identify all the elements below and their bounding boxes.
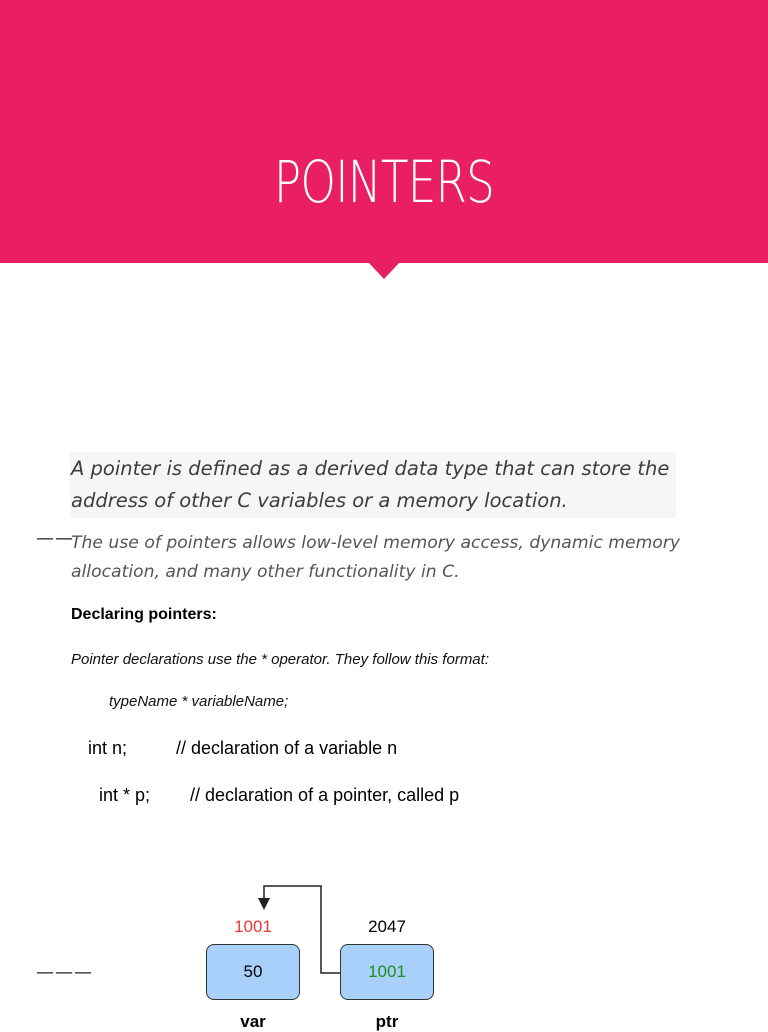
ptr-cell	[340, 944, 434, 1000]
var-label: var	[240, 1012, 266, 1031]
ptr-value: 1001	[368, 962, 406, 981]
code-line-2: int * p;	[99, 785, 151, 805]
var-address: 1001	[234, 917, 272, 936]
code-line-1: int n;	[88, 738, 128, 758]
bullet-dash: ———	[36, 962, 93, 983]
usage-text: The use of pointers allows low-level memory access, dynamic memory allocation, and many other functionality in C.	[71, 533, 681, 582]
code-comment-1: // declaration of a variable n	[176, 738, 398, 758]
ptr-label: ptr	[375, 1012, 399, 1031]
var-cell	[206, 944, 300, 1000]
var-value: 50	[243, 962, 263, 981]
declaration-format: typeName * variableName;	[109, 693, 289, 710]
declaring-description: Pointer declarations use the * operator. They follow this format:	[71, 651, 489, 668]
title-banner	[0, 0, 768, 263]
code-comment-2: // declaration of a pointer, called p	[190, 785, 460, 805]
bullet-dash: ——	[36, 528, 74, 549]
ptr-address: 2047	[368, 917, 406, 936]
banner-notch	[368, 262, 400, 279]
declaring-heading: Declaring pointers:	[71, 606, 217, 623]
definition-text: A pointer is defined as a derived data type that can store the address of other C variables or a memory location.	[71, 457, 670, 512]
page-title: POINTERS	[273, 148, 495, 216]
pointer-diagram	[0, 860, 768, 1031]
